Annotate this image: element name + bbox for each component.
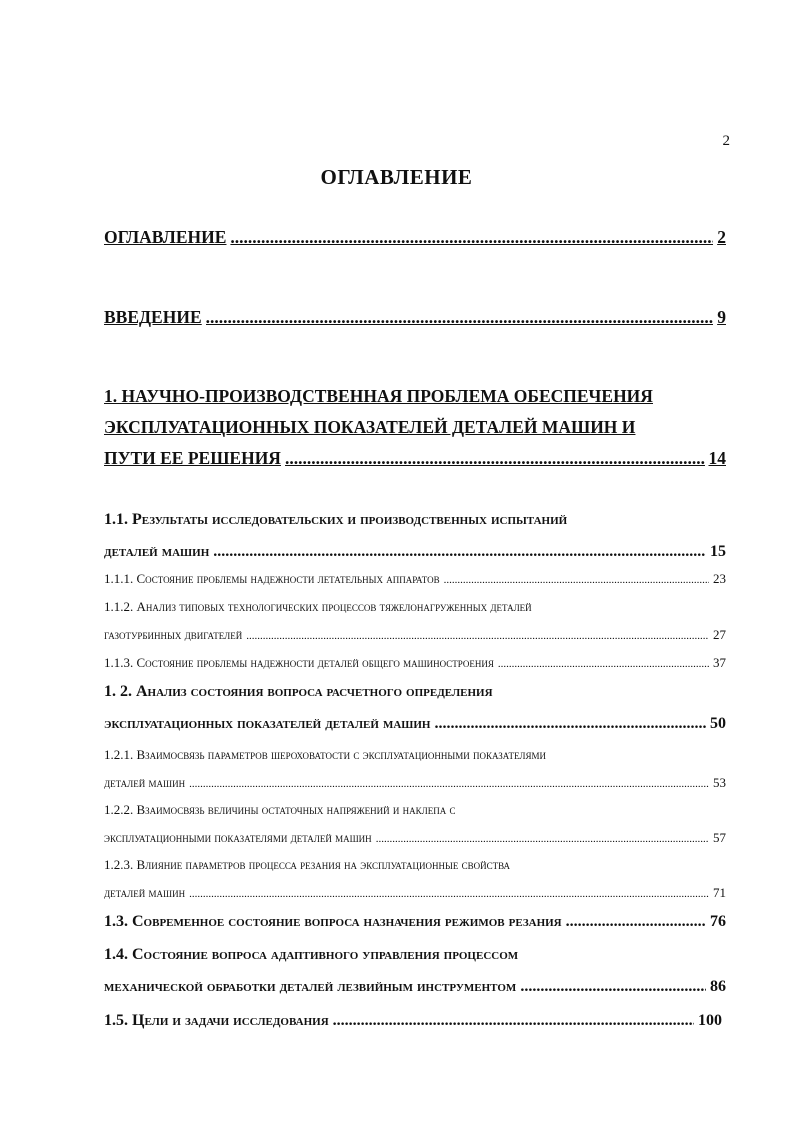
toc-entry-page: 100 (698, 1012, 722, 1029)
dot-leader (230, 222, 713, 252)
toc-entry-page: 9 (717, 307, 726, 327)
toc-entry-title: 1.1.3. Состояние проблемы надежности деталей общего машиностроения (104, 655, 494, 670)
toc-entry-section-1-2[interactable] (104, 676, 726, 740)
toc-entry-title-line-1: 1.1.2. Анализ типовых технологических процессов тяжелонагруженных деталей (104, 599, 532, 614)
toc-entry-title-line-2: механической обработки деталей лезвийным инструментом (104, 978, 517, 995)
dot-leader (213, 536, 706, 568)
dot-leader (285, 443, 705, 474)
toc-entry-title-line-1: 1. 2. Анализ состояния вопроса расчетного определения (104, 683, 493, 700)
toc-entry-section-1-3[interactable] (104, 906, 726, 938)
toc-entry-subsection-1-1-1[interactable] (104, 565, 726, 594)
toc-entry-title-line-2: деталей машин (104, 543, 210, 560)
toc-entry-title-line-2: эксплуатационными показателями деталей машин (104, 830, 372, 845)
toc-entry-chapter-1[interactable] (104, 381, 726, 474)
toc-entry-page: 50 (710, 715, 726, 732)
toc-entry-page: 37 (713, 655, 726, 670)
dot-leader (189, 880, 709, 908)
toc-entry-page: 14 (708, 448, 726, 468)
toc-entry-page: 57 (713, 830, 726, 845)
toc-entry-title: 1.1.1. Состояние проблемы надежности летательных аппаратов (104, 571, 440, 586)
dot-leader (333, 1005, 694, 1037)
toc-entry-title: 1.3. Современное состояние вопроса назначения режимов резания (104, 913, 562, 930)
toc-entry-title: ОГЛАВЛЕНИЕ (104, 227, 227, 247)
toc-entry-title-line-2: деталей машин (104, 775, 186, 790)
toc-entry-contents[interactable] (104, 222, 726, 252)
dot-leader (498, 650, 709, 678)
dot-leader (444, 566, 709, 594)
toc-entry-title-line-1: 1.4. Состояние вопроса адаптивного управления процессом (104, 946, 519, 963)
toc-entry-subsection-1-2-2[interactable] (104, 796, 726, 853)
page-title: ОГЛАВЛЕНИЕ (320, 165, 473, 189)
toc-entry-title-line-1: 1. НАУЧНО-ПРОИЗВОДСТВЕННАЯ ПРОБЛЕМА ОБЕСПЕЧЕНИЯ (104, 386, 653, 406)
toc-entry-title-line-3: ПУТИ ЕЕ РЕШЕНИЯ (104, 448, 281, 468)
toc-entry-title-line-1: 1.1. Результаты исследовательских и производственных испытаний (104, 511, 568, 528)
toc-entry-subsection-1-2-3[interactable] (104, 851, 726, 908)
toc-entry-page: 86 (710, 978, 726, 995)
toc-entry-section-1-5[interactable] (104, 1005, 722, 1037)
dot-leader (520, 971, 706, 1003)
toc-entry-page: 76 (710, 913, 726, 930)
toc-entry-title: ВВЕДЕНИЕ (104, 307, 202, 327)
dot-leader (566, 906, 706, 938)
toc-entry-subsection-1-2-1[interactable] (104, 741, 726, 798)
dot-leader (189, 770, 709, 798)
toc-entry-page: 2 (717, 227, 726, 247)
dot-leader (434, 708, 706, 740)
toc-entry-introduction[interactable] (104, 302, 726, 332)
toc-entry-title-line-1: 1.2.2. Взаимосвязь величины остаточных напряжений и наклепа с (104, 802, 456, 817)
dot-leader (246, 622, 709, 650)
page-number: 2 (722, 133, 730, 149)
toc-entry-page: 27 (713, 627, 726, 642)
dot-leader (206, 302, 714, 332)
toc-entry-page: 53 (713, 775, 726, 790)
toc-entry-page: 71 (713, 885, 726, 900)
toc-entry-page: 23 (713, 571, 726, 586)
toc-entry-subsection-1-1-3[interactable] (104, 649, 726, 678)
dot-leader (376, 825, 709, 853)
toc-entry-section-1-1[interactable] (104, 504, 726, 568)
toc-entry-title-line-2: ЭКСПЛУАТАЦИОННЫХ ПОКАЗАТЕЛЕЙ ДЕТАЛЕЙ МАШИН И (104, 417, 636, 437)
toc-entry-title-line-1: 1.2.3. Влияние параметров процесса резания на эксплуатационные свойства (104, 857, 511, 872)
toc-entry-page: 15 (710, 543, 726, 560)
toc-entry-title-line-1: 1.2.1. Взаимосвязь параметров шероховатости с эксплуатационными показателями (104, 747, 546, 762)
toc-entry-title-line-2: деталей машин (104, 885, 186, 900)
toc-entry-title-line-2: газотурбинных двигателей (104, 627, 243, 642)
toc-entry-subsection-1-1-2[interactable] (104, 593, 726, 650)
toc-entry-title-line-2: эксплуатационных показателей деталей машин (104, 715, 431, 732)
toc-entry-section-1-4[interactable] (104, 939, 726, 1003)
toc-entry-title: 1.5. Цели и задачи исследования (104, 1012, 329, 1029)
